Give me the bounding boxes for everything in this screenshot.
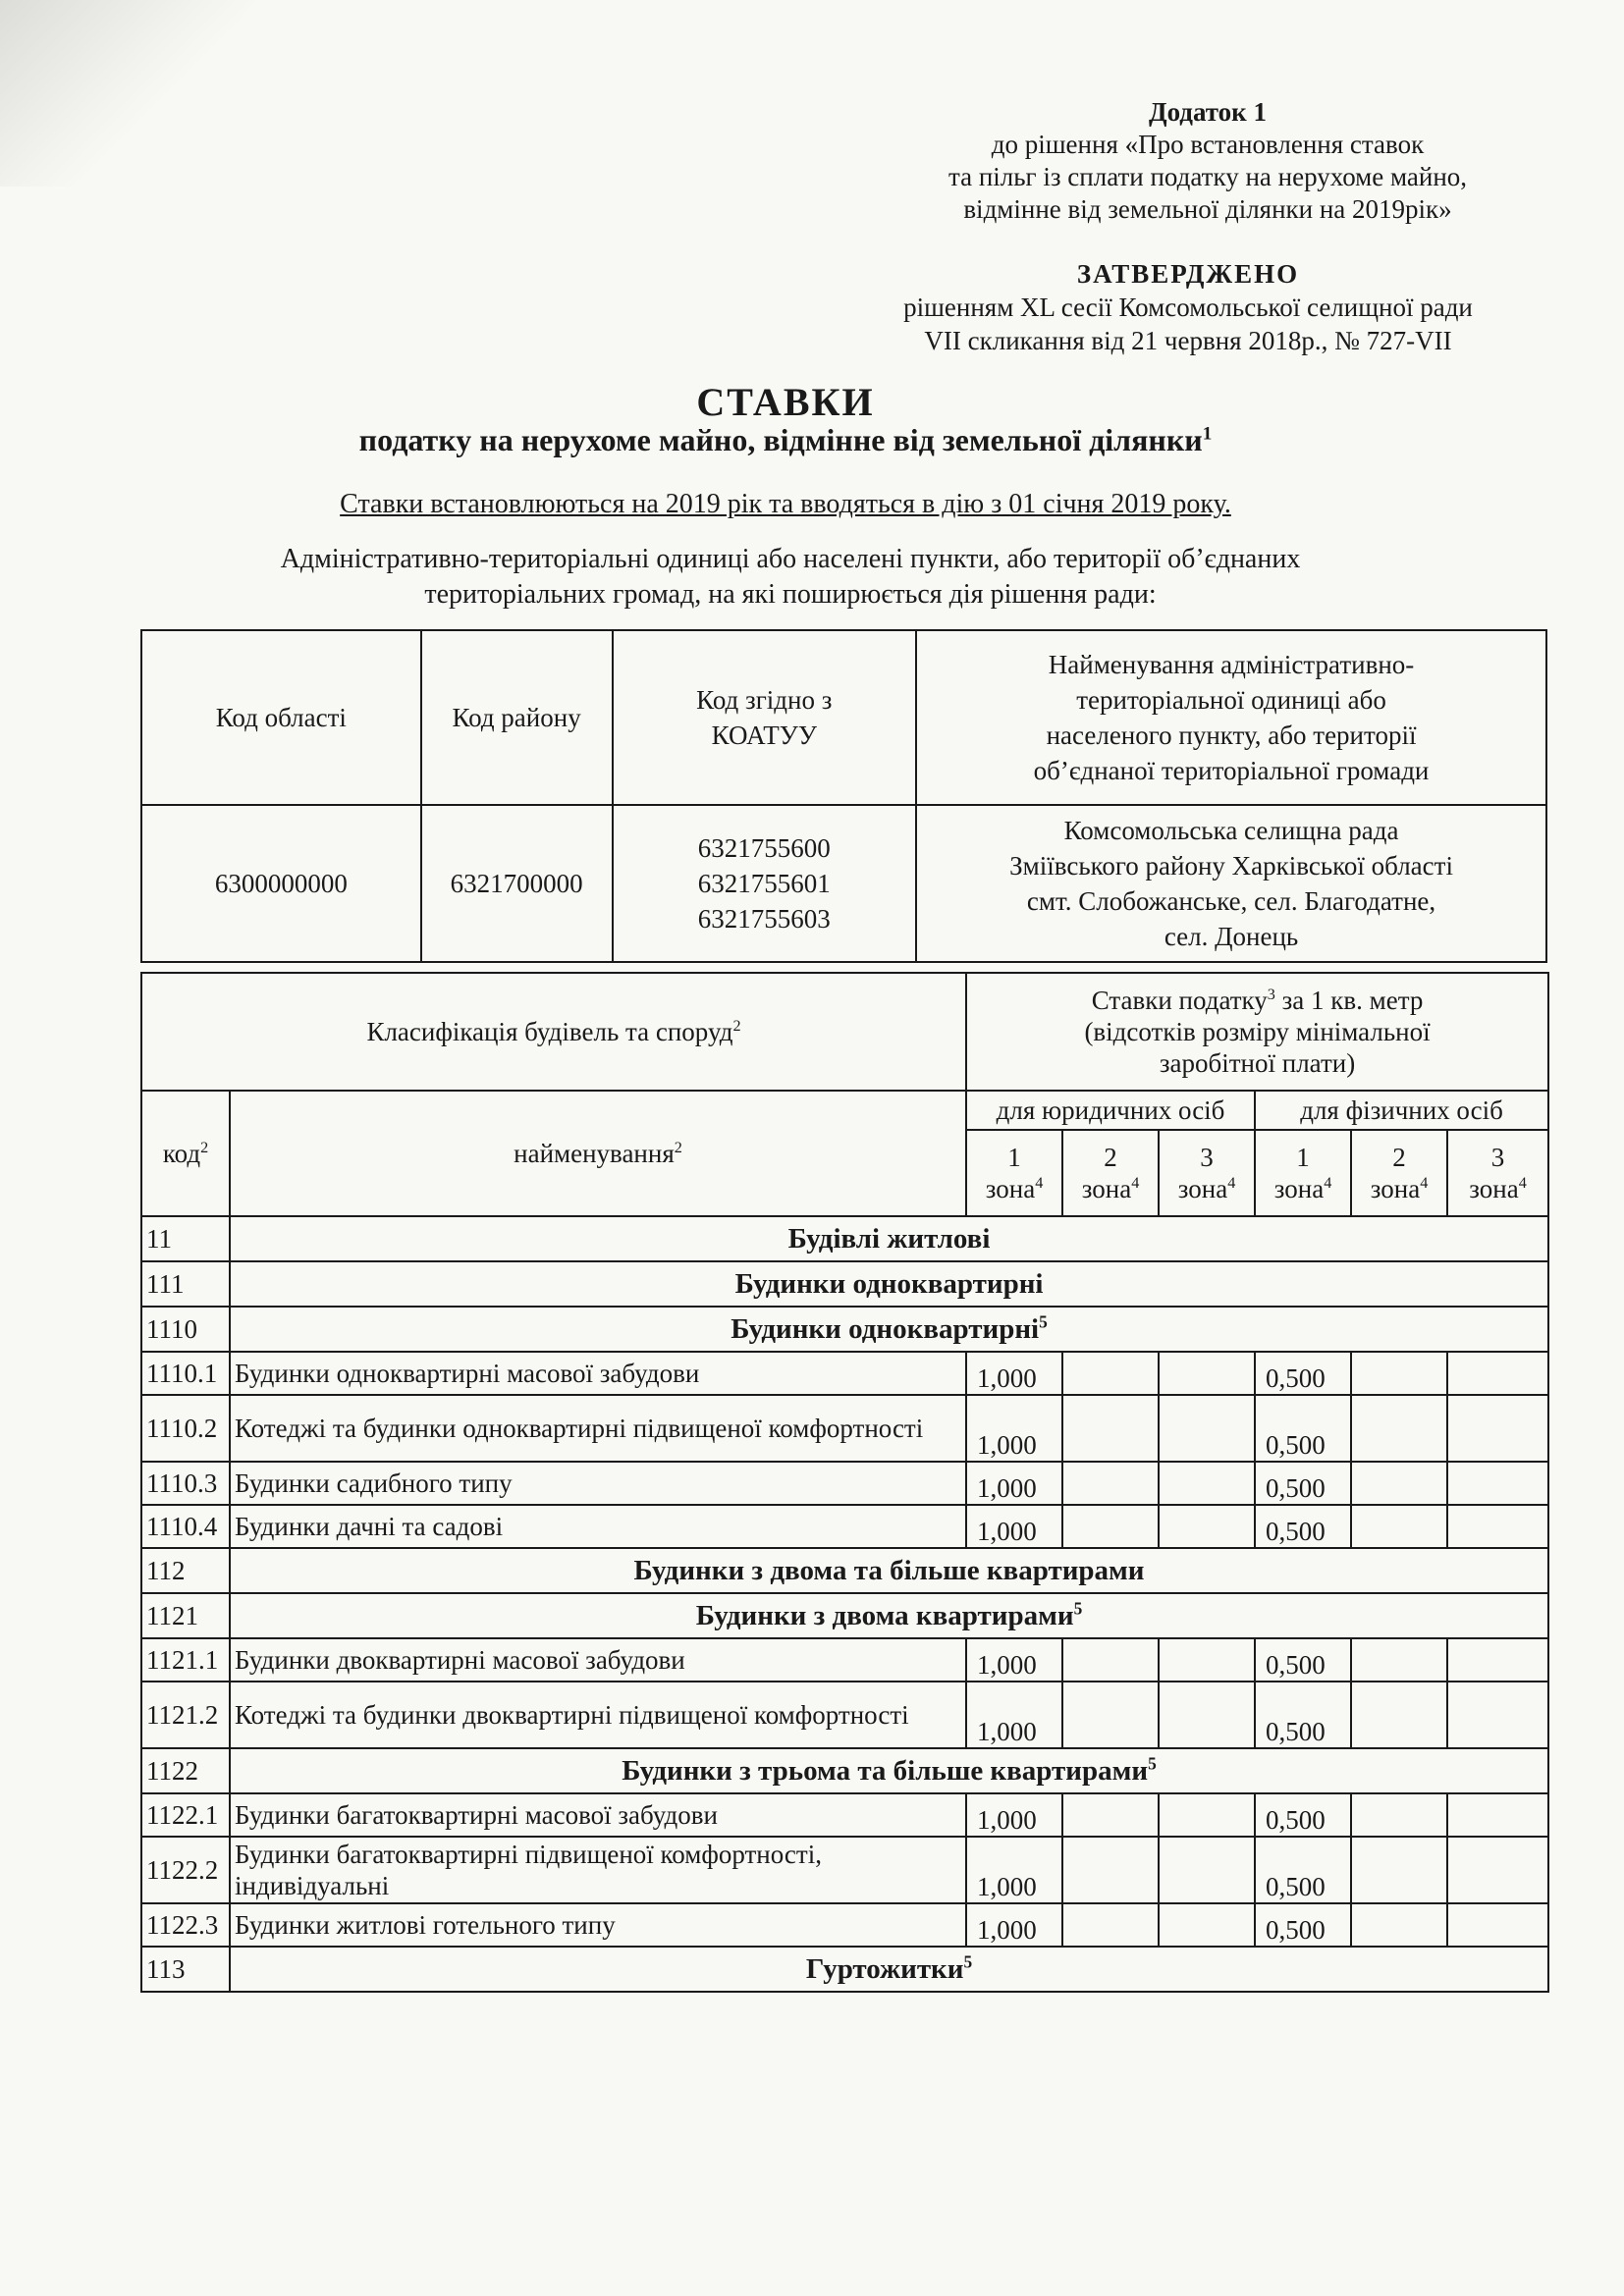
table-row: [141, 1462, 1548, 1505]
rate-cell: 0,500: [1255, 1395, 1351, 1462]
rate-cell: [1447, 1395, 1548, 1462]
zone-word: зона: [1469, 1174, 1519, 1203]
rate-cell: 0,500: [1255, 1682, 1351, 1748]
rates-header-text: Ставки податку: [1091, 986, 1268, 1015]
zone-header: [1351, 1130, 1447, 1216]
rates-subheader-row: [141, 1091, 1548, 1130]
table-row: [141, 1837, 1548, 1903]
zone-number: 1: [1296, 1143, 1310, 1172]
rate-cell: 0,500: [1255, 1505, 1351, 1548]
rate-cell: [1159, 1682, 1255, 1748]
zone-header: [1062, 1130, 1159, 1216]
rate-cell: 1,000: [966, 1395, 1062, 1462]
row-code: 1121.1: [141, 1638, 230, 1682]
header-koatuu: [613, 630, 917, 805]
units-table-row: [141, 805, 1546, 962]
table-row: [141, 1352, 1548, 1395]
rate-cell: [1351, 1352, 1447, 1395]
name-header-text: найменування: [514, 1139, 675, 1168]
group-row: [141, 1261, 1548, 1307]
document-subtitle: [147, 422, 1424, 458]
rate-cell: [1062, 1682, 1159, 1748]
footnote-marker: 4: [1131, 1174, 1140, 1192]
approval-line: VII скликання від 21 червня 2018р., № 727-VII: [924, 326, 1452, 355]
rate-cell: [1351, 1837, 1447, 1903]
footnote-marker: 1: [1202, 423, 1213, 445]
rate-cell: [1351, 1462, 1447, 1505]
group-row: [141, 1593, 1548, 1638]
group-name: [230, 1216, 1548, 1261]
zone-header: [1447, 1130, 1548, 1216]
group-row: [141, 1748, 1548, 1793]
group-name-text: Будинки одноквартирні: [731, 1313, 1040, 1345]
zone-number: 3: [1200, 1143, 1214, 1172]
footnote-marker: 2: [732, 1017, 741, 1035]
header-oblast-code: Код області: [141, 630, 421, 805]
rate-cell: 1,000: [966, 1638, 1062, 1682]
group-name-text: Будинки одноквартирні: [734, 1268, 1044, 1300]
footnote-marker: 4: [1035, 1174, 1044, 1192]
rate-cell: 0,500: [1255, 1352, 1351, 1395]
row-name: Будинки багатоквартирні підвищеної комфортності, індивідуальні: [230, 1837, 966, 1903]
zone-number: 1: [1007, 1143, 1021, 1172]
footnote-marker: 3: [1267, 986, 1275, 1003]
header-koatuu-line: Код згідно з: [696, 685, 833, 715]
rate-cell: [1159, 1837, 1255, 1903]
approval-block: [835, 257, 1542, 357]
rates-table-body: [141, 1216, 1548, 1992]
group-row: [141, 1548, 1548, 1593]
rate-cell: [1447, 1462, 1548, 1505]
zone-word: зона: [1273, 1174, 1325, 1203]
code-header-text: код: [162, 1139, 201, 1168]
rate-cell: [1351, 1395, 1447, 1462]
zone-number: 3: [1490, 1143, 1505, 1172]
koatuu-codes: [613, 805, 917, 962]
raion-code: 6321700000: [421, 805, 613, 962]
zone-label: [1260, 1173, 1346, 1204]
rate-cell: [1159, 1638, 1255, 1682]
table-row: [141, 1638, 1548, 1682]
rate-cell: [1351, 1682, 1447, 1748]
zone-number: 2: [1104, 1143, 1117, 1172]
classification-header-text: Класифікація будівель та споруд: [366, 1017, 733, 1046]
group-name: [230, 1261, 1548, 1307]
rate-cell: [1447, 1505, 1548, 1548]
rate-cell: [1062, 1837, 1159, 1903]
row-name: Котеджі та будинки двоквартирні підвищеної комфортності: [230, 1682, 966, 1748]
row-code: 1110: [141, 1307, 230, 1352]
row-name: Будинки садибного типу: [230, 1462, 966, 1505]
header-unit-name-line: територіальної одиниці або: [1076, 685, 1386, 715]
rate-cell: [1159, 1352, 1255, 1395]
rate-cell: 0,500: [1255, 1638, 1351, 1682]
koatuu-code: 6321755600: [697, 833, 831, 863]
approval-line: рішенням XL сесії Комсомольської селищної ради: [903, 293, 1473, 322]
header-koatuu-line: КОАТУУ: [711, 721, 817, 750]
zone-header: [1159, 1130, 1255, 1216]
unit-name-line: сел. Донець: [1164, 922, 1299, 951]
rates-header-line: (відсотків розміру мінімальної: [1084, 1017, 1431, 1046]
rate-cell: [1447, 1793, 1548, 1837]
zone-header: [966, 1130, 1062, 1216]
rate-cell: [1062, 1395, 1159, 1462]
footnote-marker: 5: [1148, 1753, 1157, 1774]
rate-cell: [1351, 1638, 1447, 1682]
rate-cell: [1062, 1793, 1159, 1837]
rates-header-line: заробітної плати): [1159, 1048, 1356, 1078]
name-header: [230, 1091, 966, 1216]
subtitle-text: податку на нерухоме майно, відмінне від земельної ділянки: [358, 422, 1203, 457]
row-name: Будинки багатоквартирні масової забудови: [230, 1793, 966, 1837]
zone-label: [1067, 1173, 1154, 1204]
zone-word: зона: [1177, 1174, 1228, 1203]
rate-cell: 1,000: [966, 1903, 1062, 1947]
group-name: [230, 1748, 1548, 1793]
rate-cell: 0,500: [1255, 1793, 1351, 1837]
approval-title: ЗАТВЕРДЖЕНО: [1076, 259, 1300, 289]
row-code: 1110.1: [141, 1352, 230, 1395]
rate-cell: 1,000: [966, 1837, 1062, 1903]
row-code: 1122: [141, 1748, 230, 1793]
rate-cell: [1062, 1903, 1159, 1947]
row-code: 1122.2: [141, 1837, 230, 1903]
row-code: 1110.2: [141, 1395, 230, 1462]
table-row: [141, 1395, 1548, 1462]
document-title: СТАВКИ: [696, 380, 875, 424]
unit-name-line: Комсомольська селищна рада: [1063, 816, 1399, 845]
row-code: 1121.2: [141, 1682, 230, 1748]
zone-word: зона: [1081, 1174, 1132, 1203]
annex-block: [923, 96, 1492, 226]
group-name-text: Будівлі житлові: [787, 1223, 991, 1255]
rate-cell: 0,500: [1255, 1462, 1351, 1505]
table-row: [141, 1505, 1548, 1548]
rate-cell: 0,500: [1255, 1837, 1351, 1903]
rates-header-text: за 1 кв. метр: [1274, 986, 1424, 1015]
unit-name-line: смт. Слобожанське, сел. Благодатне,: [1026, 886, 1436, 916]
rate-cell: 0,500: [1255, 1903, 1351, 1947]
group-row: [141, 1307, 1548, 1352]
code-header: [141, 1091, 230, 1216]
row-code: 1122.1: [141, 1793, 230, 1837]
units-note-line: Адміністративно-територіальні одиниці або населені пункти, або території об’єднаних: [280, 544, 1301, 574]
zone-label: [1356, 1173, 1442, 1204]
annex-line: відмінне від земельної ділянки на 2019рік»: [963, 194, 1452, 224]
rate-cell: [1062, 1462, 1159, 1505]
koatuu-code: 6321755601: [697, 869, 831, 898]
header-unit-name: [916, 630, 1546, 805]
oblast-code: 6300000000: [141, 805, 421, 962]
classification-header: [141, 973, 966, 1091]
header-unit-name-line: населеного пункту, або території: [1046, 721, 1417, 750]
group-row: [141, 1947, 1548, 1992]
header-unit-name-line: Найменування адміністративно-: [1048, 650, 1415, 679]
group-name-text: Будинки з двома та більше квартирами: [633, 1555, 1145, 1586]
rates-header: [966, 973, 1548, 1091]
row-name: Будинки двоквартирні масової забудови: [230, 1638, 966, 1682]
group-name: [230, 1947, 1548, 1992]
group-row: [141, 1216, 1548, 1261]
zone-label: [971, 1173, 1057, 1204]
header-raion-code: Код району: [421, 630, 613, 805]
group-name: [230, 1593, 1548, 1638]
rate-cell: [1062, 1352, 1159, 1395]
footnote-marker: 5: [963, 1951, 973, 1972]
rate-cell: [1447, 1682, 1548, 1748]
rate-cell: [1159, 1462, 1255, 1505]
footnote-marker: 5: [1073, 1598, 1083, 1619]
rate-cell: 1,000: [966, 1462, 1062, 1505]
group-name-text: Гуртожитки: [805, 1953, 964, 1985]
rate-cell: [1447, 1638, 1548, 1682]
row-code: 111: [141, 1261, 230, 1307]
row-code: 112: [141, 1548, 230, 1593]
legal-entities-header: для юридичних осіб: [966, 1091, 1255, 1130]
unit-name: [916, 805, 1546, 962]
rate-cell: [1159, 1395, 1255, 1462]
group-name: [230, 1307, 1548, 1352]
effective-date-note: [147, 489, 1424, 520]
group-name-text: Будинки з трьома та більше квартирами: [622, 1755, 1149, 1787]
units-table: [140, 629, 1547, 963]
row-code: 1110.4: [141, 1505, 230, 1548]
zone-word: зона: [985, 1174, 1036, 1203]
footnote-marker: 4: [1420, 1174, 1429, 1192]
rate-cell: [1447, 1352, 1548, 1395]
effective-date-text: Ставки встановлюються на 2019 рік та вводяться в дію з 01 січня 2019 року.: [340, 489, 1231, 519]
table-row: [141, 1682, 1548, 1748]
annex-line: та пільг із сплати податку на нерухоме майно,: [947, 162, 1468, 191]
individuals-header: для фізичних осіб: [1255, 1091, 1548, 1130]
zone-word: зона: [1370, 1174, 1421, 1203]
footnote-marker: 5: [1039, 1311, 1048, 1332]
row-code: 113: [141, 1947, 230, 1992]
rate-cell: [1159, 1793, 1255, 1837]
rate-cell: 1,000: [966, 1793, 1062, 1837]
rate-cell: 1,000: [966, 1352, 1062, 1395]
units-table-header: [141, 630, 1546, 805]
rate-cell: [1351, 1793, 1447, 1837]
zone-label: [1452, 1173, 1543, 1204]
row-code: 1110.3: [141, 1462, 230, 1505]
rates-header-row: [141, 973, 1548, 1091]
row-code: 1121: [141, 1593, 230, 1638]
row-code: 1122.3: [141, 1903, 230, 1947]
zone-number: 2: [1392, 1143, 1406, 1172]
header-unit-name-line: об’єднаної територіальної громади: [1033, 756, 1430, 785]
annex-title: Додаток 1: [1149, 97, 1267, 127]
row-name: Котеджі та будинки одноквартирні підвищеної комфортності: [230, 1395, 966, 1462]
koatuu-code: 6321755603: [697, 904, 831, 934]
table-row: [141, 1793, 1548, 1837]
zone-label: [1164, 1173, 1250, 1204]
rate-cell: [1062, 1638, 1159, 1682]
row-name: Будинки одноквартирні масової забудови: [230, 1352, 966, 1395]
units-note: [226, 542, 1355, 613]
page-corner-fold: [0, 0, 255, 187]
rate-cell: [1351, 1505, 1447, 1548]
rates-header-line: [971, 985, 1543, 1016]
rate-cell: [1159, 1903, 1255, 1947]
unit-name-line: Зміївського району Харківської області: [1009, 851, 1453, 881]
group-name-text: Будинки з двома квартирами: [695, 1600, 1074, 1631]
rate-cell: [1159, 1505, 1255, 1548]
row-code: 11: [141, 1216, 230, 1261]
units-note-line: територіальних громад, на які поширюється дія рішення ради:: [424, 579, 1157, 610]
footnote-marker: 4: [1518, 1174, 1527, 1192]
zone-header: [1255, 1130, 1351, 1216]
rate-cell: [1062, 1505, 1159, 1548]
rate-cell: [1447, 1837, 1548, 1903]
rate-cell: [1351, 1903, 1447, 1947]
rates-table: [140, 972, 1549, 1993]
table-row: [141, 1903, 1548, 1947]
rate-cell: 1,000: [966, 1682, 1062, 1748]
row-name: Будинки житлові готельного типу: [230, 1903, 966, 1947]
group-name: [230, 1548, 1548, 1593]
rate-cell: 1,000: [966, 1505, 1062, 1548]
rate-cell: [1447, 1903, 1548, 1947]
footnote-marker: 4: [1227, 1174, 1236, 1192]
row-name: Будинки дачні та садові: [230, 1505, 966, 1548]
footnote-marker: 2: [674, 1139, 682, 1156]
footnote-marker: 2: [200, 1139, 209, 1156]
annex-line: до рішення «Про встановлення ставок: [991, 130, 1425, 159]
footnote-marker: 4: [1324, 1174, 1332, 1192]
